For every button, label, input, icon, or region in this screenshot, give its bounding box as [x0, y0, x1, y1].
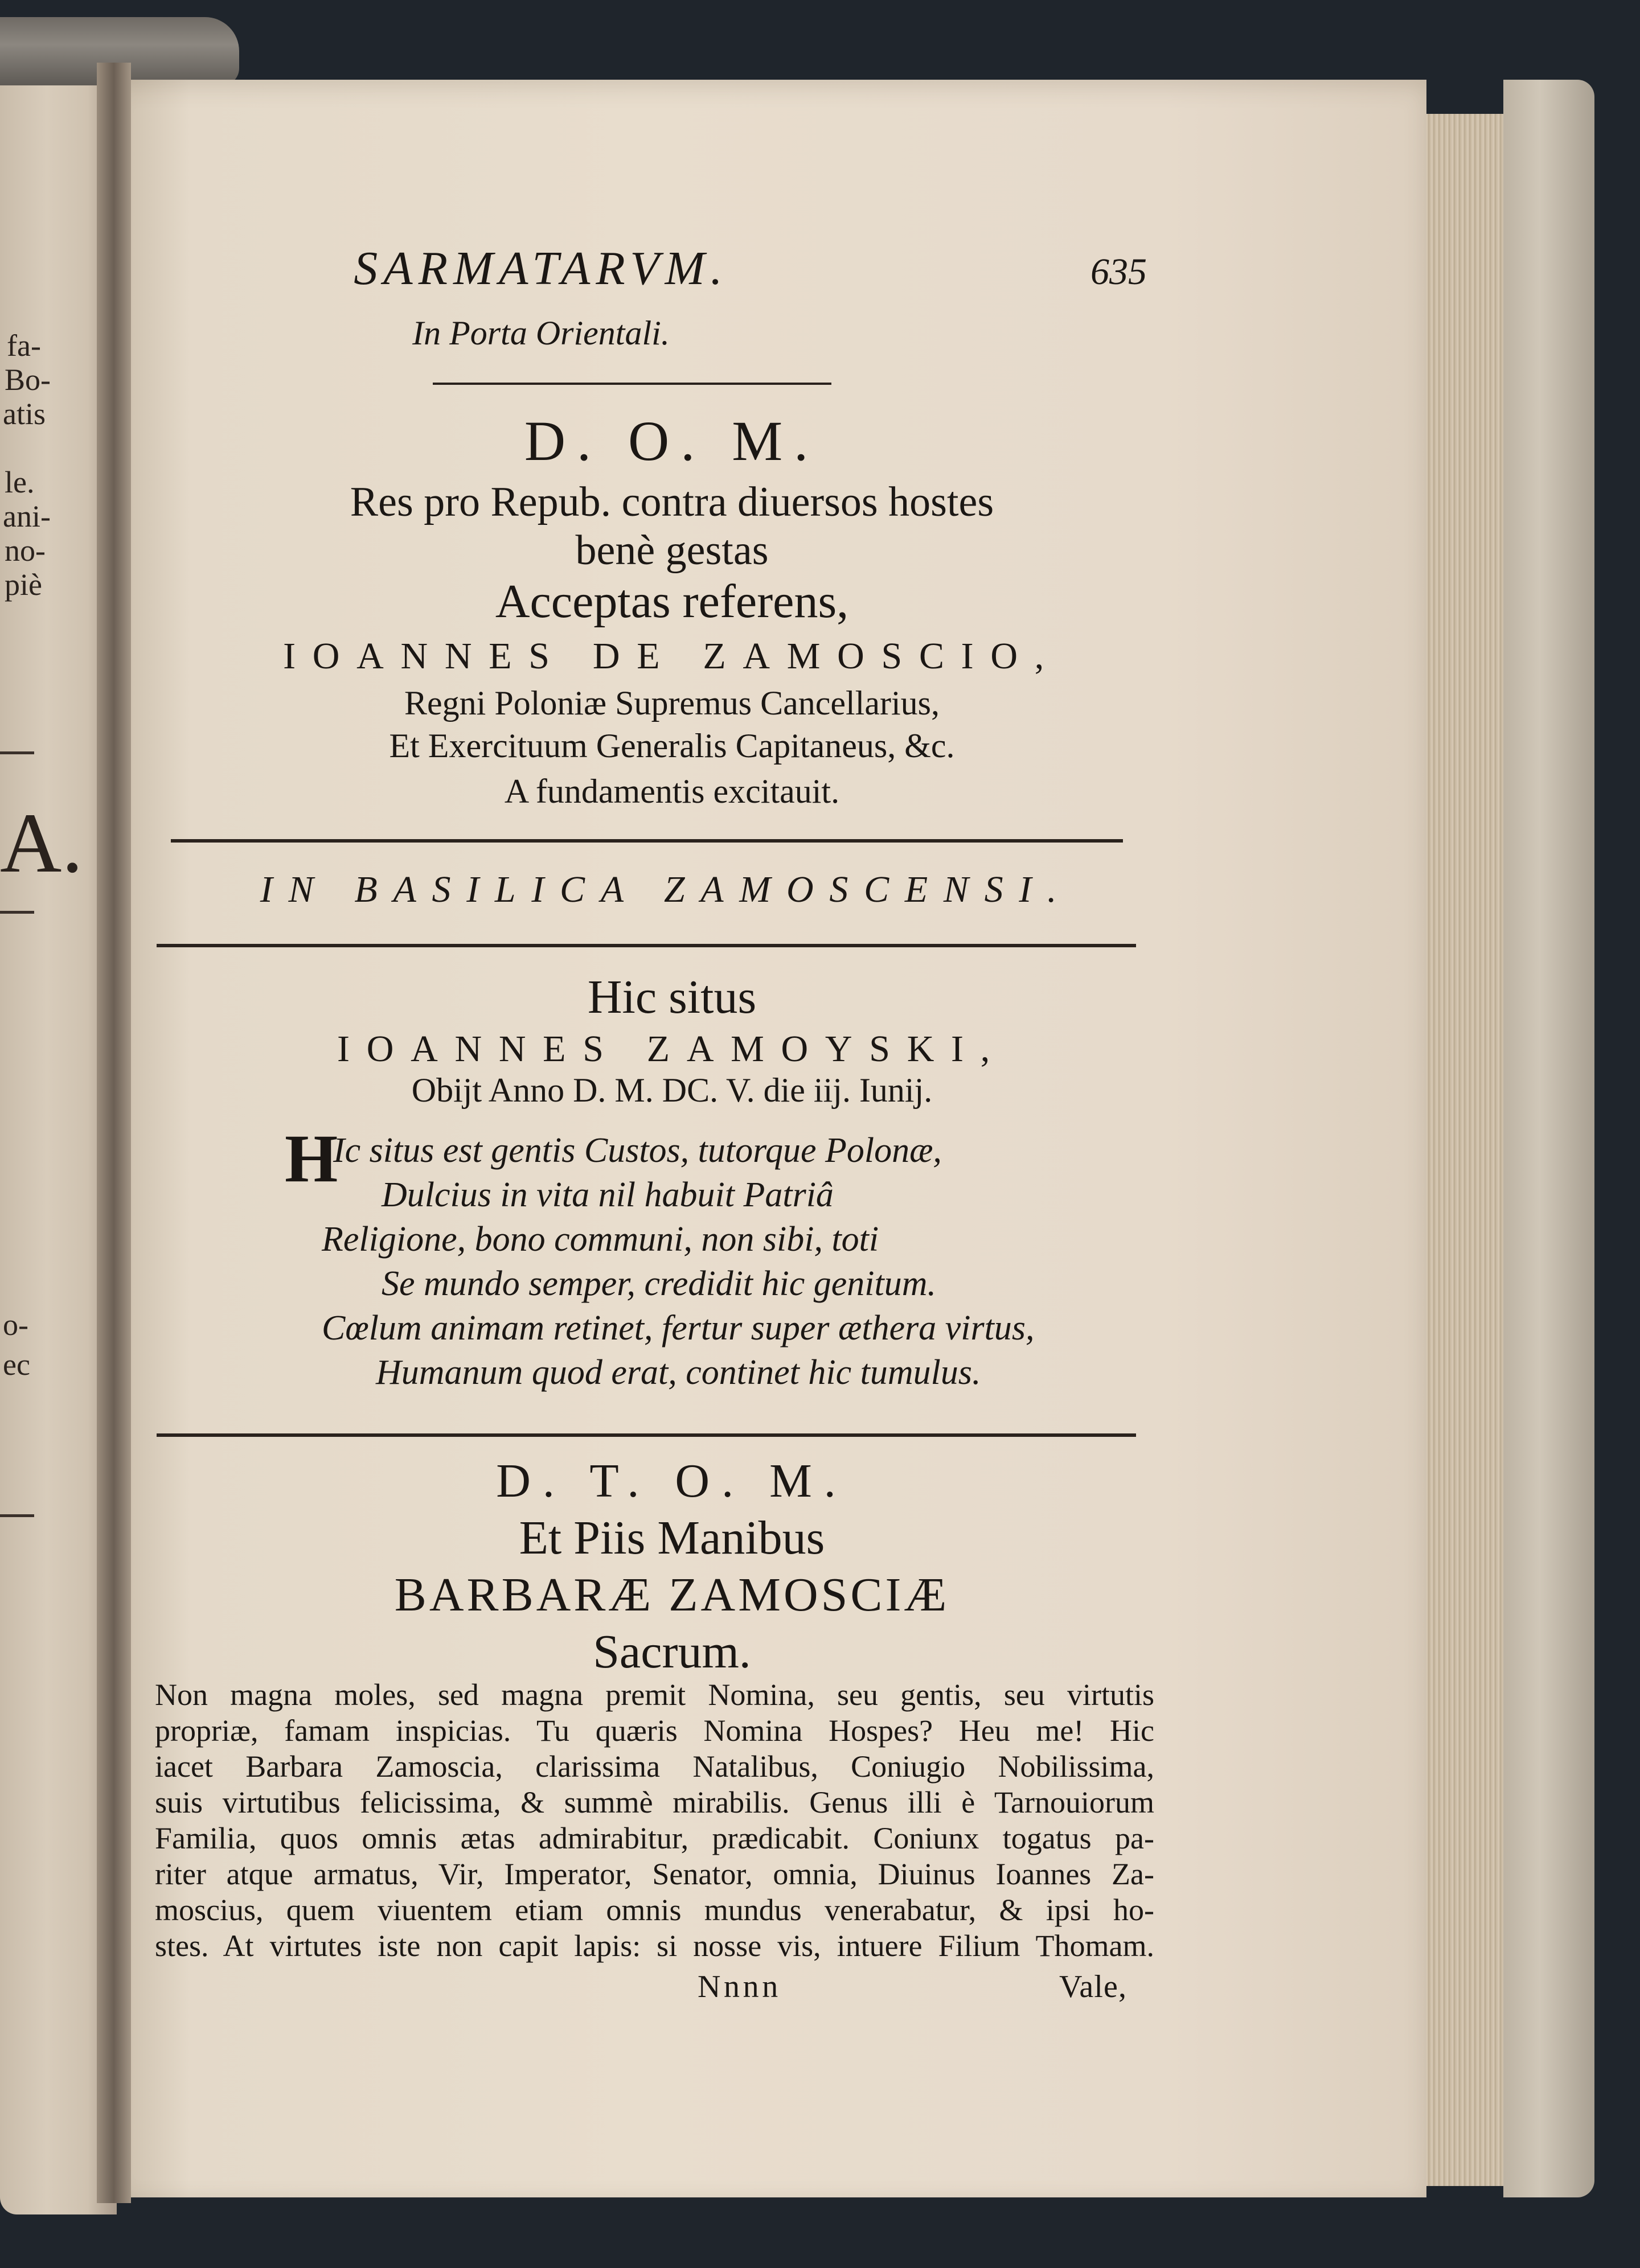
left-rule — [0, 911, 34, 914]
left-fragment: le. — [5, 465, 35, 499]
left-fragment: ec — [3, 1347, 30, 1382]
left-fragment: fa- — [7, 328, 41, 363]
inscription-name: IOANNES DE ZAMOSCIO, — [283, 635, 1061, 677]
left-rule — [0, 751, 34, 754]
divider-rule — [157, 1433, 1136, 1437]
prose-line: Non magna moles, sed magna premit Nomina, seu gentis, seu virtutis — [155, 1678, 1154, 1712]
inscription-sacrum: Sacrum. — [593, 1625, 751, 1678]
left-fragment: A. — [0, 796, 83, 890]
prose-line: suis virtutibus felicissima, & summè mirabilis. Genus illi è Tarnouiorum — [155, 1785, 1154, 1819]
inscription-line: benè gestas — [575, 527, 769, 574]
catchword: Vale, — [1059, 1969, 1128, 2004]
prose-line: propriæ, famam inspicias. Tu quæris Nomina Hospes? Heu me! Hic — [155, 1714, 1154, 1748]
left-fragment: ani- — [3, 499, 51, 533]
divider-rule — [433, 383, 831, 385]
left-fragment: Bo- — [5, 363, 51, 397]
inscription-name: IOANNES ZAMOYSKI, — [337, 1028, 1007, 1070]
inscription-dom: D. T. O. M. — [496, 1455, 848, 1507]
poem-line: Humanum quod erat, continet hic tumulus. — [376, 1353, 981, 1392]
prose-line: riter atque armatus, Vir, Imperator, Senator, omnia, Diuinus Ioannes Za- — [155, 1857, 1154, 1891]
left-fragment: no- — [5, 533, 46, 568]
prose-line: iacet Barbara Zamoscia, clarissima Natalibus, Coniugio Nobilissima, — [155, 1749, 1154, 1784]
inscription-dom: D. O. M. — [524, 409, 820, 472]
poem-line: Religione, bono communi, non sibi, toti — [322, 1220, 879, 1259]
signature-mark: Nnnn — [698, 1969, 781, 2004]
inscription-line: Et Piis Manibus — [519, 1511, 825, 1564]
drop-cap: H — [285, 1120, 338, 1196]
running-head: SARMATARVM. — [354, 242, 728, 295]
inscription-line: A fundamentis excitauit. — [504, 773, 840, 810]
poem-line: Ic situs est gentis Custos, tutorque Polonæ, — [333, 1131, 942, 1170]
left-rule — [0, 1514, 34, 1517]
left-fragment: o- — [3, 1308, 28, 1342]
inscription-line: Acceptas referens, — [495, 575, 849, 628]
inscription-line: Et Exercituum Generalis Capitaneus, &c. — [389, 727, 955, 765]
book-cover-edge — [1503, 80, 1594, 2197]
gutter — [97, 63, 131, 2203]
poem-line: Dulcius in vita nil habuit Patriâ — [382, 1176, 834, 1214]
poem-line: Cœlum animam retinet, fertur super æthera virtus, — [322, 1309, 1035, 1347]
inscription-line: Res pro Repub. contra diuersos hostes — [350, 479, 994, 525]
prose-line: stes. At virtutes iste non capit lapis: si nosse vis, intuere Filium Thomam. — [155, 1929, 1154, 1963]
inscription-name: BARBARÆ ZAMOSCIÆ — [394, 1568, 950, 1621]
section-heading: IN BASILICA ZAMOSCENSI. — [260, 869, 1073, 910]
inscription-line: Regni Poloniæ Supremus Cancellarius, — [404, 684, 940, 722]
divider-rule — [171, 839, 1123, 843]
poem-line: Se mundo semper, credidit hic genitum. — [382, 1264, 937, 1303]
left-fragment: atis — [3, 397, 46, 431]
inscription-date: Obijt Anno D. M. DC. V. die iij. Iunij. — [411, 1071, 933, 1109]
left-fragment: piè — [5, 568, 42, 602]
divider-rule — [157, 944, 1136, 947]
sub-head: In Porta Orientali. — [412, 314, 670, 352]
inscription-title: Hic situs — [587, 971, 757, 1024]
prose-line: moscius, quem viuentem etiam omnis mundus venerabatur, & ipsi ho- — [155, 1893, 1154, 1927]
page-number: 635 — [1090, 251, 1147, 293]
prose-line: Familia, quos omnis ætas admirabitur, prædicabit. Coniunx togatus pa- — [155, 1821, 1154, 1855]
